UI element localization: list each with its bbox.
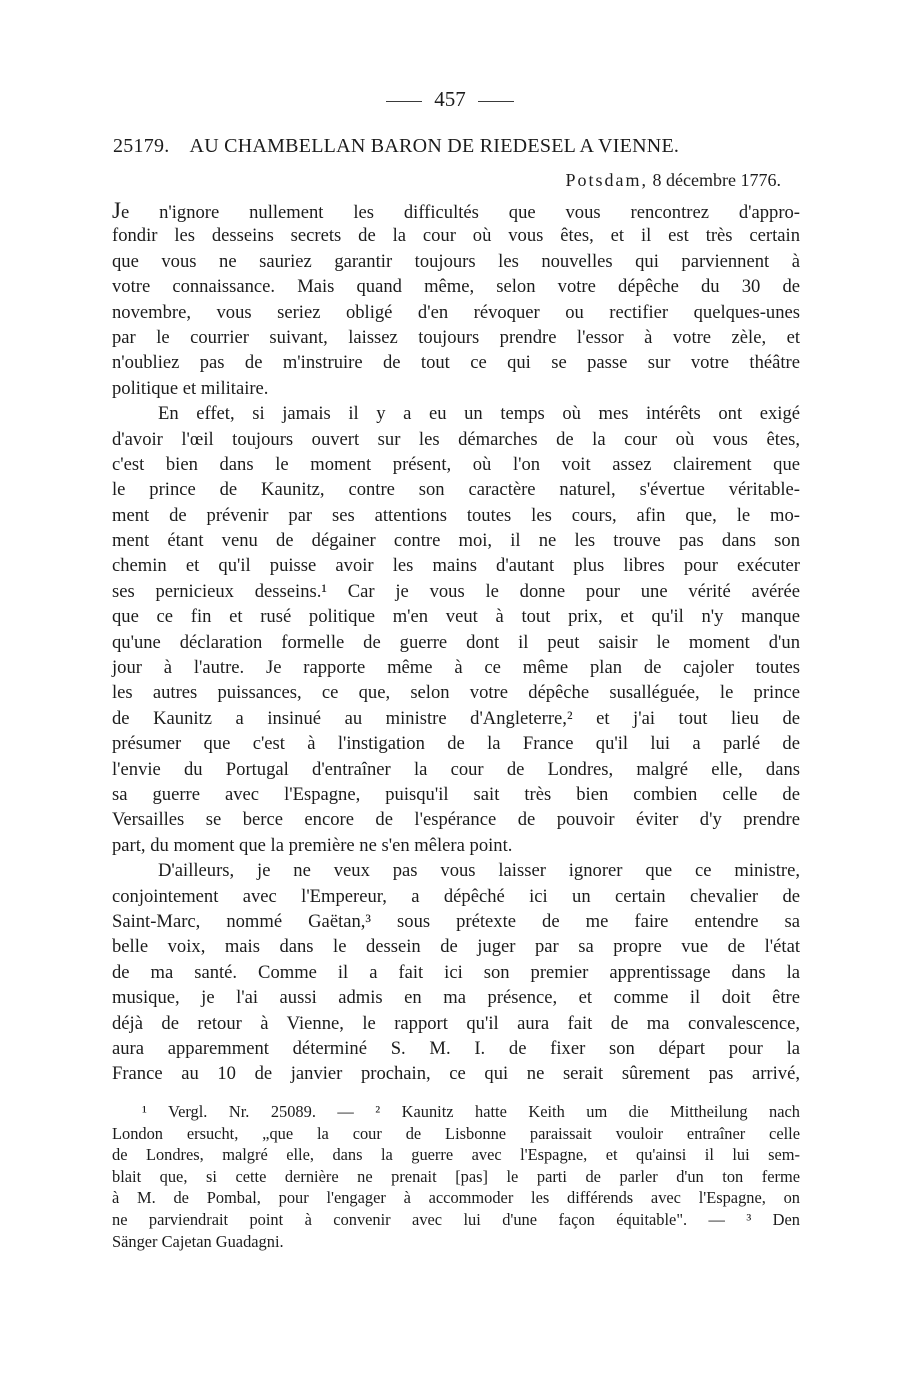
- body-line: de ma santé. Comme il a fait ici son premier apprentissage dans la: [112, 961, 800, 983]
- letter-place: Potsdam,: [565, 170, 649, 190]
- body-line: les autres puissances, ce que, selon votre dépêche susalléguée, le prince: [112, 682, 800, 704]
- body-line: déjà de retour à Vienne, le rapport qu'il aura fait de ma convalescence,: [112, 1012, 800, 1034]
- body-line: D'ailleurs, je ne veux pas vous laisser ignorer que ce ministre,: [158, 860, 800, 882]
- body-line: conjointement avec l'Empereur, a dépêché ici un certain chevalier de: [112, 885, 800, 907]
- body-line: n'oubliez pas de m'instruire de tout ce qui se passe sur votre théâtre: [112, 352, 800, 374]
- body-line: d'avoir l'œil toujours ouvert sur les démarches de la cour où vous êtes,: [112, 428, 800, 450]
- letter-heading: [113, 133, 801, 159]
- footnote-line: London ersucht, „que la cour de Lisbonne paraissait vouloir entraîner celle: [112, 1123, 800, 1143]
- body-line: de Kaunitz a insinué au ministre d'Angleterre,² et j'ai tout lieu de: [112, 707, 800, 729]
- body-line: Versailles se berce encore de l'espérance de pouvoir éviter d'y prendre: [112, 809, 800, 831]
- body-line: c'est bien dans le moment présent, où l'on voit assez clairement que: [112, 453, 800, 475]
- body-line: que vous ne sauriez garantir toujours les nouvelles qui parviennent à: [112, 250, 800, 272]
- body-line: qu'une déclaration formelle de guerre dont il peut saisir le moment d'un: [112, 631, 800, 653]
- body-line: Saint-Marc, nommé Gaëtan,³ sous prétexte de me faire entendre sa: [112, 910, 800, 932]
- body-line: le prince de Kaunitz, contre son caractère naturel, s'évertue véritable-: [112, 479, 800, 501]
- body-line: Je n'ignore nullement les difficultés que vous rencontrez d'appro-: [112, 198, 800, 223]
- footnote-line: ¹ Vergl. Nr. 25089. — ² Kaunitz hatte Keith um die Mittheilung nach: [142, 1102, 800, 1121]
- body-line: ses pernicieux desseins.¹ Car je vous le donne pour une vérité avérée: [112, 580, 800, 602]
- footnote-line: ne parviendrait point à convenir avec lui d'une façon équitable". — ³ Den: [112, 1209, 800, 1229]
- body-line: par le courrier suivant, laissez toujours prendre l'essor à votre zèle, et: [112, 326, 800, 348]
- letter-date: 8 décembre 1776.: [652, 170, 781, 190]
- body-line: ment étant venu de dégainer contre moi, il ne les trouve pas dans son: [112, 530, 800, 552]
- page-number-text: 457: [434, 87, 466, 111]
- body-line: En effet, si jamais il y a eu un temps où mes intérêts ont exigé: [158, 403, 800, 425]
- body-line: fondir les desseins secrets de la cour où vous êtes, et il est très certain: [112, 225, 800, 247]
- body-line: France au 10 de janvier prochain, ce qui ne serait sûrement pas arrivé,: [112, 1063, 800, 1085]
- letter-title: AU CHAMBELLAN BARON DE RIEDESEL A VIENNE.: [189, 135, 680, 157]
- page-number-rule-right: [478, 101, 514, 102]
- body-line: novembre, vous seriez obligé d'en révoquer ou rectifier quelques-unes: [112, 301, 800, 323]
- body-line: aura apparemment déterminé S. M. I. de fixer son départ pour la: [112, 1037, 800, 1059]
- page-number: [0, 87, 900, 111]
- body-line: musique, je l'ai aussi admis en ma présence, et comme il doit être: [112, 987, 800, 1009]
- letter-body: [112, 198, 800, 1087]
- body-line: que ce fin et rusé politique m'en veut à tout prix, et qu'il n'y manque: [112, 606, 800, 628]
- body-line: belle voix, mais dans le dessein de juger par sa propre vue de l'état: [112, 936, 800, 958]
- body-line: présumer que c'est à l'instigation de la France qu'il lui a parlé de: [112, 733, 800, 755]
- letter-number: 25179.: [113, 135, 170, 157]
- body-line: l'envie du Portugal d'entraîner la cour de Londres, malgré elle, dans: [112, 758, 800, 780]
- body-line: jour à l'autre. Je rapporte même à ce même plan de cajoler toutes: [112, 657, 800, 679]
- place-date-line: [566, 168, 781, 192]
- body-line: votre connaissance. Mais quand même, selon votre dépêche du 30 de: [112, 276, 800, 298]
- body-line: ment de prévenir par ses attentions toutes les cours, afin que, le mo-: [112, 504, 800, 526]
- footnote-line: Sänger Cajetan Guadagni.: [112, 1231, 284, 1251]
- page-number-rule-left: [386, 101, 422, 102]
- body-line: part, du moment que la première ne s'en mêlera point.: [112, 834, 513, 856]
- body-line: chemin et qu'il puisse avoir les mains d'autant plus libres pour exécuter: [112, 555, 800, 577]
- footnotes: [112, 1101, 800, 1252]
- footnote-line: blait que, si cette dernière ne prenait [pas] le parti de parler d'un ton ferme: [112, 1166, 800, 1186]
- body-line: sa guerre avec l'Espagne, puisqu'il sait très bien combien celle de: [112, 783, 800, 805]
- footnote-line: à M. de Pombal, pour l'engager à accommoder les différends avec l'Espagne, on: [112, 1188, 800, 1208]
- body-line: politique et militaire.: [112, 377, 269, 399]
- footnote-line: de Londres, malgré elle, dans la guerre avec l'Espagne, et qu'ainsi il lui sem-: [112, 1145, 800, 1165]
